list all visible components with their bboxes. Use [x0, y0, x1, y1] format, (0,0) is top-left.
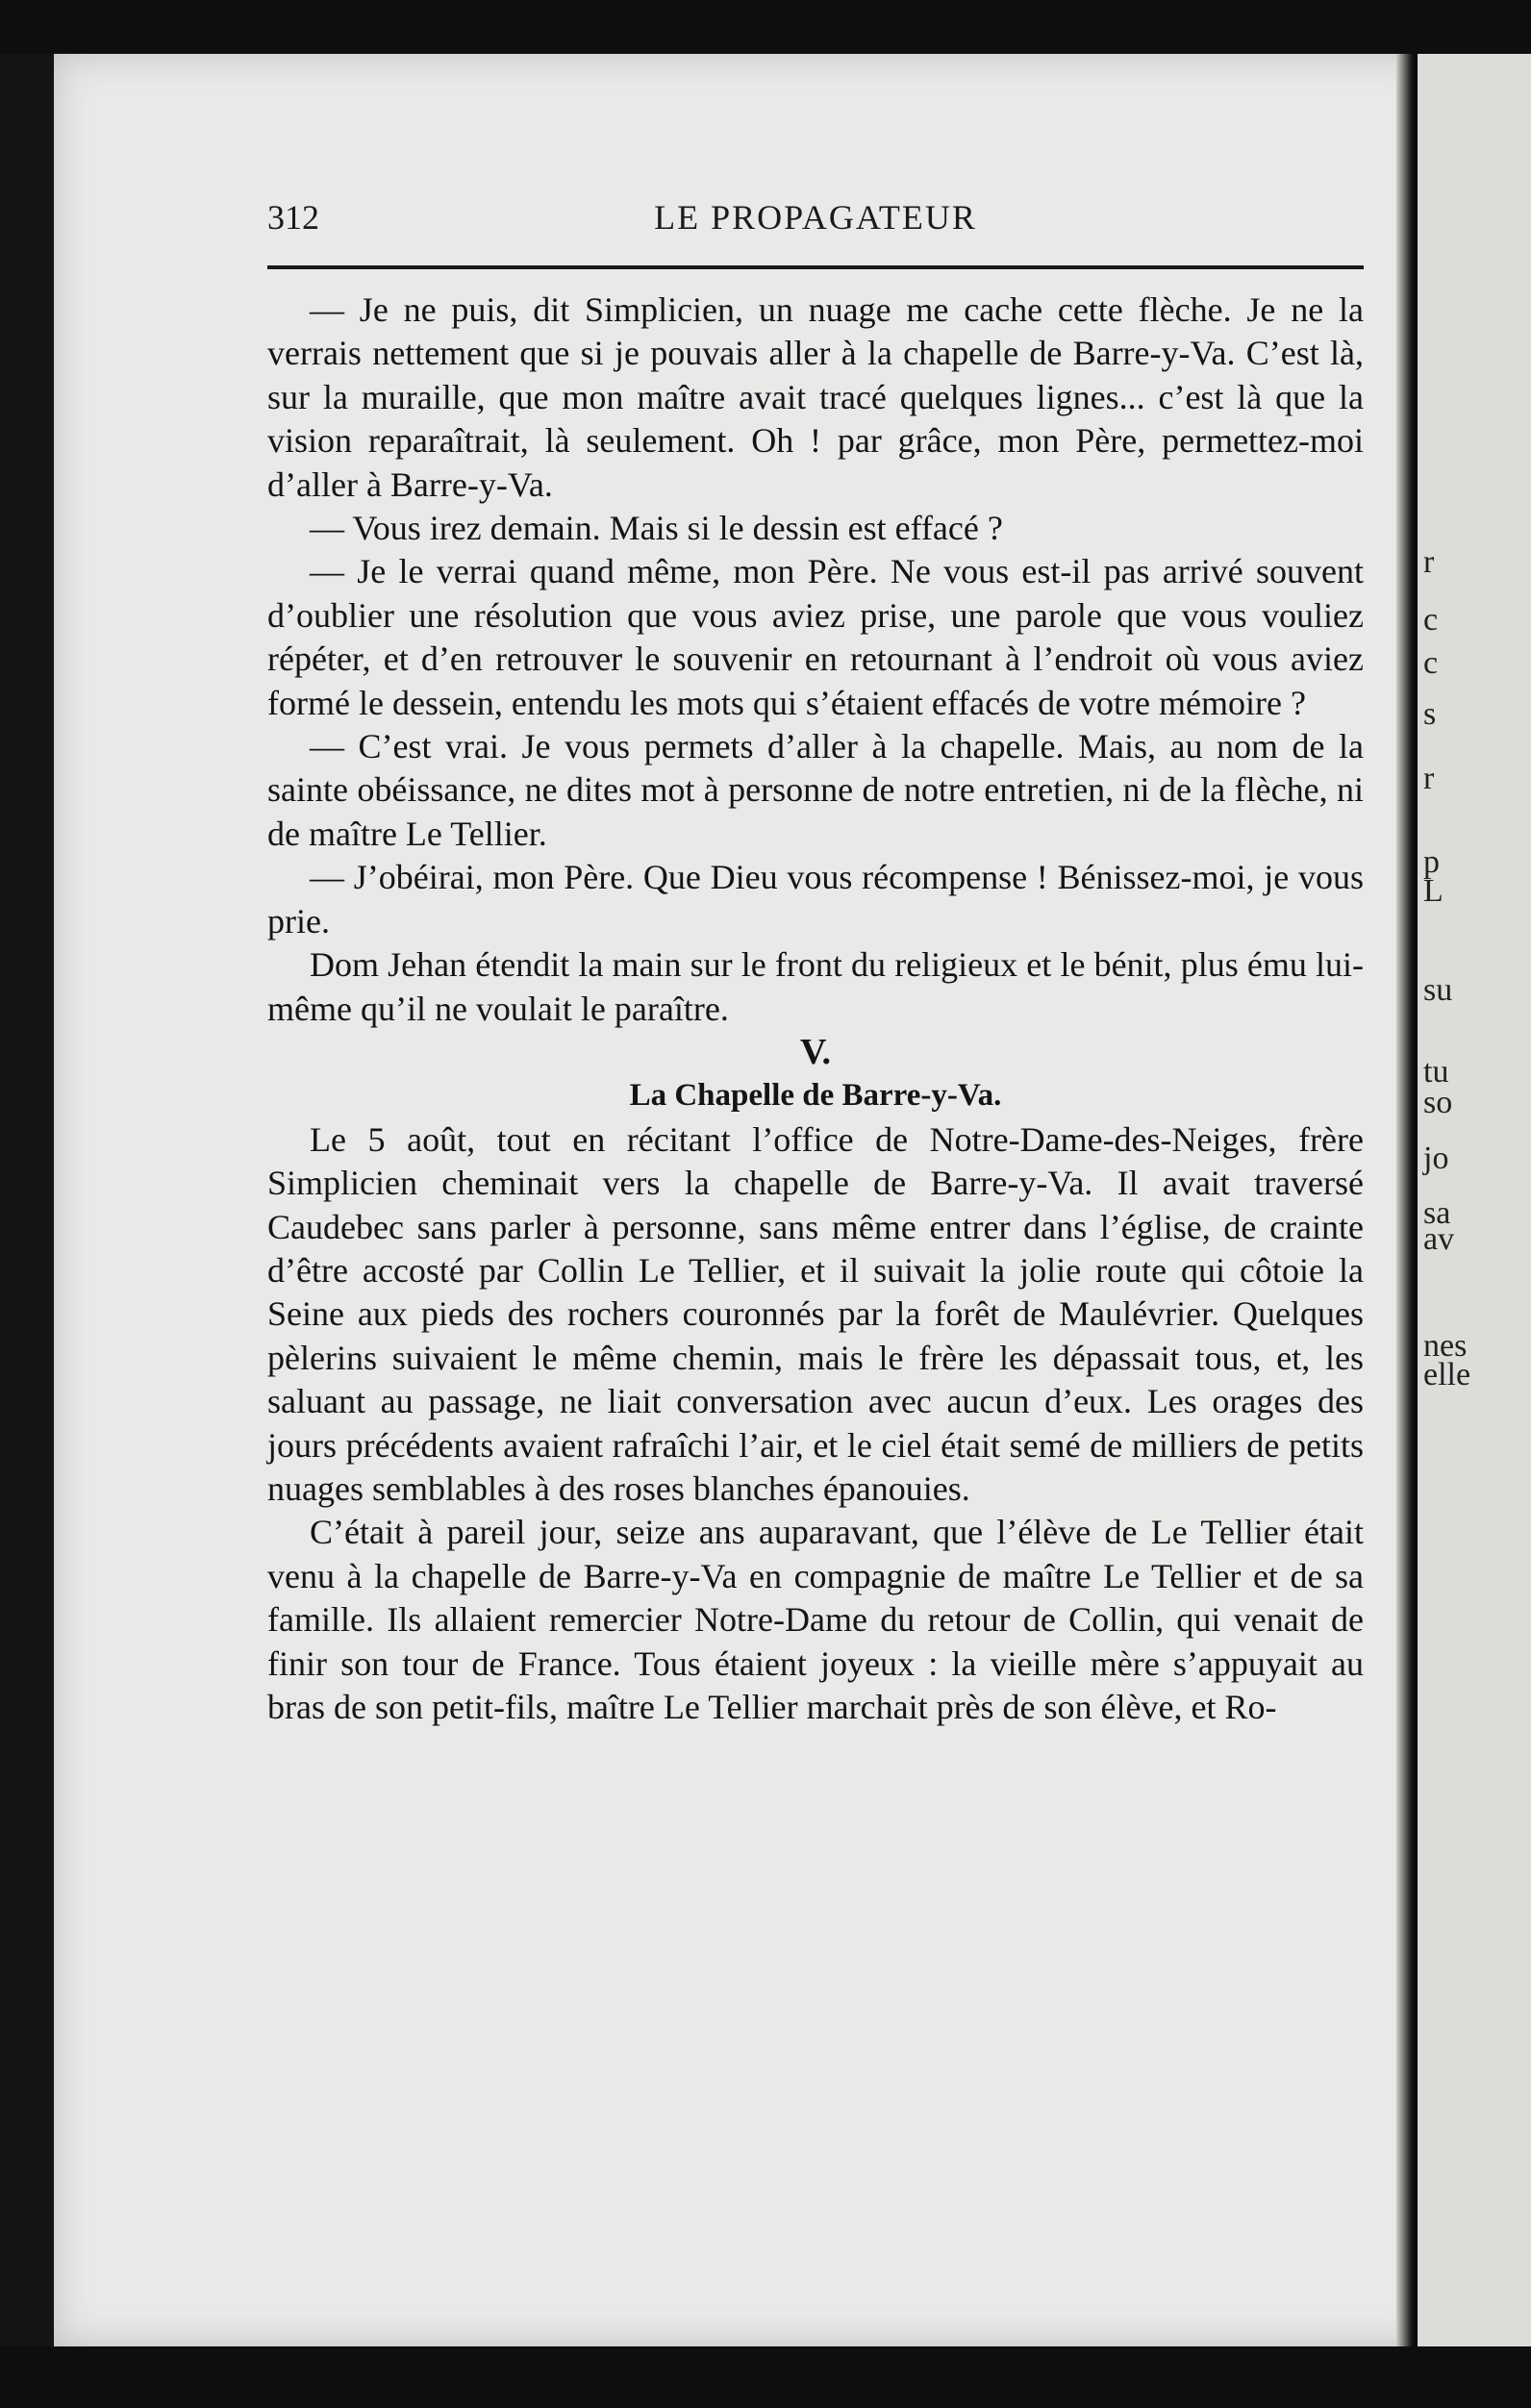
facing-page-edge — [1418, 54, 1531, 2346]
facing-fragment: jo — [1423, 1141, 1449, 1176]
facing-fragment: sa — [1423, 1195, 1451, 1231]
facing-fragment: so — [1423, 1085, 1453, 1120]
paragraph: Dom Jehan étendit la main sur le front du religieux et le bénit, plus ému lui-même qu’il ne voulait le paraître. — [267, 945, 1364, 1028]
facing-fragment: av — [1423, 1221, 1455, 1257]
page-gutter — [1396, 54, 1418, 2346]
film-border-bottom — [0, 2346, 1531, 2408]
text-column — [267, 288, 1364, 1729]
paragraph: — C’est vrai. Je vous permets d’aller à la chapelle. Mais, au nom de la sainte obéissance, ne dites mot à personne de notre entretien, ni de la flèche, ni de maître Le Tellier. — [267, 727, 1364, 853]
header-rule — [267, 265, 1364, 269]
facing-fragment: elle — [1423, 1357, 1471, 1392]
paragraph: — J’obéirai, mon Père. Que Dieu vous récompense ! Bénissez-moi, je vous prie. — [267, 858, 1364, 941]
facing-fragment: nes — [1423, 1328, 1468, 1364]
facing-fragment: s — [1423, 696, 1437, 732]
paragraph: — Vous irez demain. Mais si le dessin est effacé ? — [310, 509, 1003, 548]
page-number: 312 — [267, 198, 319, 237]
running-title: LE PROPAGATEUR — [654, 198, 977, 237]
section-title: La Chapelle de Barre-y-Va. — [629, 1078, 1002, 1114]
paragraph: C’était à pareil jour, seize ans auparavant, que l’élève de Le Tellier était venu à la chapelle de Barre-y-Va en compagnie de maître Le Tellier et de sa famille. Ils allaient remercier Notre-Dame du retour de Collin, qui venait de finir son tour de France. Tous étaient joyeux : la vieille mère s’appuyait au bras de son petit-fils, maître Le Tellier marchait près de son élève, et Ro- — [267, 1513, 1364, 1726]
facing-fragment: r — [1423, 761, 1435, 796]
paragraph: — Je le verrai quand même, mon Père. Ne vous est-il pas arrivé souvent d’oublier une résolution que vous aviez prise, une parole que vous vouliez répéter, et d’en retrouver le souvenir en retournant à l’endroit où vous aviez formé le dessein, entendu les mots qui s’étaient effacés de votre mémoire ? — [267, 552, 1364, 722]
facing-fragment: p — [1423, 844, 1440, 880]
film-border-top — [0, 0, 1531, 54]
facing-fragment: su — [1423, 972, 1453, 1008]
paragraph: Le 5 août, tout en récitant l’office de Notre-Dame-des-Neiges, frère Simplicien cheminait vers la chapelle de Barre-y-Va. Il avait traversé Caudebec sans parler à personne, sans même entrer dans l’église, de crainte d’être accosté par Collin Le Tellier, et il suivait la jolie route qui côtoie la Seine aux pieds des rochers couronnés par la forêt de Maulévrier. Quelques pèlerins suivaient le même chemin, mais le frère les dépassait tous, et, les saluant au passage, ne liait conversation avec aucun d’eux. Les orages des jours précédents avaient rafraîchi l’air, et le ciel était semé de milliers de petits nuages semblables à des roses blanches épanouies. — [267, 1119, 1364, 1508]
paragraph: — Je ne puis, dit Simplicien, un nuage me cache cette flèche. Je ne la verrais nettement que si je pouvais aller à la chapelle de Barre-y-Va. C’est là, sur la muraille, que mon maître avait tracé quelques lignes... c’est là que la vision reparaîtrait, là seulement. Oh ! par grâce, mon Père, permettez-moi d’aller à Barre-y-Va. — [267, 290, 1364, 504]
facing-fragment: c — [1423, 602, 1439, 638]
facing-fragment: c — [1423, 645, 1439, 681]
running-head — [267, 197, 1364, 251]
section-number: V. — [799, 1031, 832, 1072]
facing-fragment: L — [1423, 873, 1443, 909]
facing-fragment: r — [1423, 544, 1435, 580]
facing-fragment: tu — [1423, 1054, 1449, 1090]
